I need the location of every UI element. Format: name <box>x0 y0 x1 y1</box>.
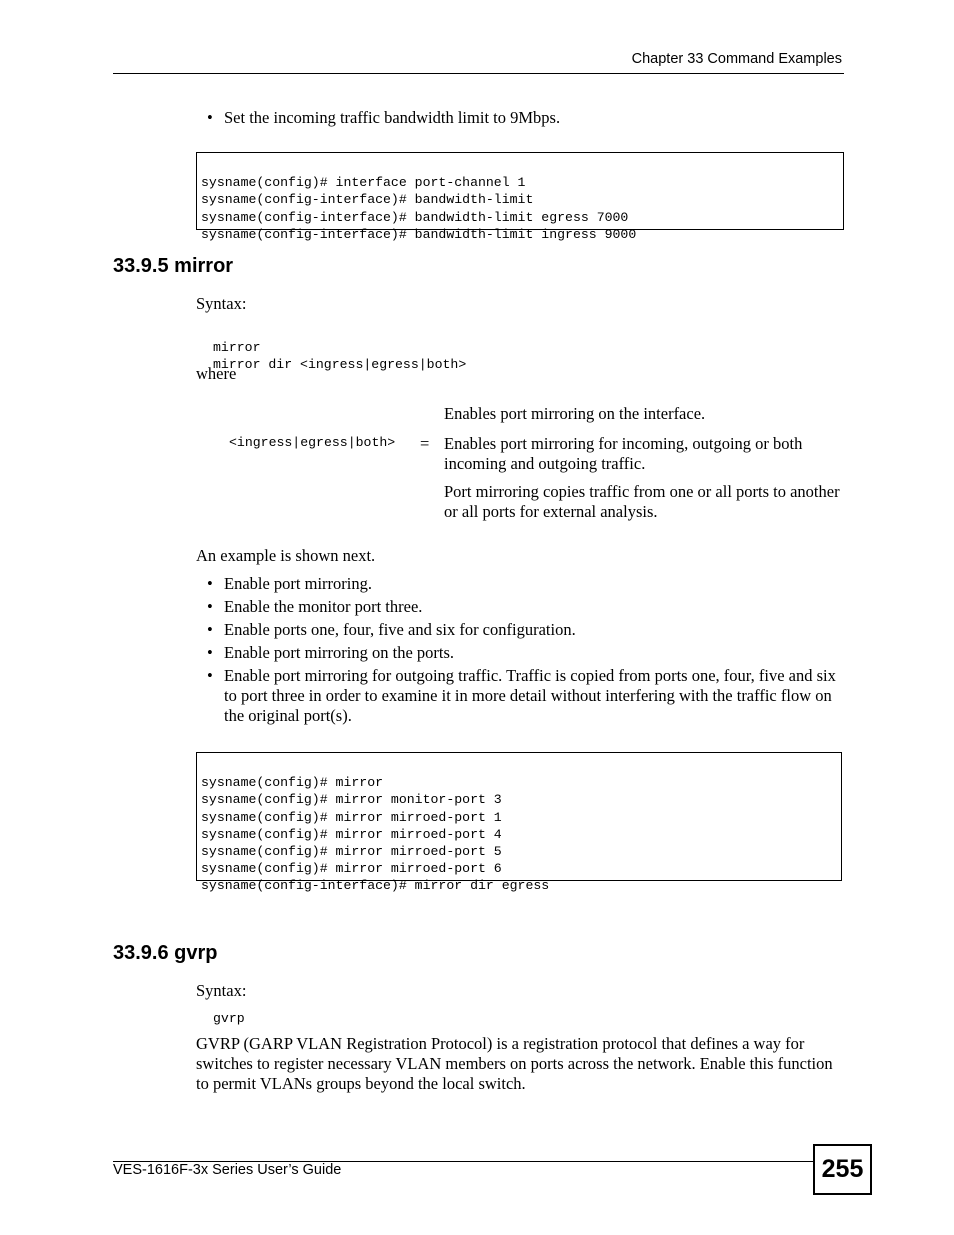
list-item: • Set the incoming traffic bandwidth limit to 9Mbps. <box>196 108 846 128</box>
code-line: sysname(config-interface)# bandwidth-limit <box>201 192 534 208</box>
code-line: sysname(config-interface)# bandwidth-limit ingress 9000 <box>201 226 637 242</box>
mirror-steps-list <box>196 574 846 726</box>
parameter-description: Enables port mirroring for incoming, outgoing or both incoming and outgoing traffic. <box>444 434 803 473</box>
parameter-name: <ingress|egress|both> <box>229 435 396 450</box>
bandwidth-bullet-list <box>196 108 846 128</box>
code-block-mirror <box>196 752 842 894</box>
code-line: sysname(config)# mirror monitor-port 3 <box>201 792 502 808</box>
list-item: • Enable port mirroring on the ports. <box>196 643 846 663</box>
code-line: sysname(config-interface)# bandwidth-limit egress 7000 <box>201 209 629 225</box>
where-label: where <box>196 364 237 383</box>
code-line: sysname(config-interface)# mirror dir egress <box>201 878 550 894</box>
list-item: • Enable ports one, four, five and six for configuration. <box>196 620 846 640</box>
description-enable-mirroring: Enables port mirroring on the interface. <box>444 404 706 423</box>
code-line: sysname(config)# mirror mirroed-port 6 <box>201 861 502 877</box>
equals-sign: = <box>420 434 430 453</box>
code-line: sysname(config)# mirror mirroed-port 5 <box>201 844 502 860</box>
syntax-line: gvrp <box>213 1011 245 1026</box>
example-intro: An example is shown next. <box>196 546 376 565</box>
list-item: • Enable port mirroring for outgoing traffic. Traffic is copied from ports one, four, five and six to port three in order to examine it in more detail without interfering with the traffic flow on the original port(s). <box>196 666 846 726</box>
parameter-description-note: Port mirroring copies traffic from one or all ports to another or all ports for external analysis. <box>444 482 840 521</box>
syntax-line: mirror <box>213 340 261 356</box>
page-number: 255 <box>813 1144 872 1195</box>
code-line: sysname(config)# mirror mirroed-port 1 <box>201 809 502 825</box>
syntax-block-mirror <box>213 322 466 374</box>
syntax-label: Syntax: <box>196 294 247 313</box>
guide-title: VES-1616F-3x Series User’s Guide <box>113 1162 342 1178</box>
code-block-bandwidth <box>196 152 844 242</box>
syntax-label: Syntax: <box>196 981 247 1000</box>
code-line: sysname(config)# interface port-channel 1 <box>201 175 526 191</box>
header-divider <box>113 73 844 74</box>
section-heading-gvrp: 33.9.6 gvrp <box>113 942 218 964</box>
list-item: • Enable the monitor port three. <box>196 597 846 617</box>
syntax-line: mirror dir <ingress|egress|both> <box>213 357 467 373</box>
code-line: sysname(config)# mirror mirroed-port 4 <box>201 826 502 842</box>
section-heading-mirror: 33.9.5 mirror <box>113 255 234 277</box>
code-line: sysname(config)# mirror <box>201 775 384 791</box>
gvrp-description: GVRP (GARP VLAN Registration Protocol) is a registration protocol that defines a way for switches to register necessary VLAN members on ports across the network. Enable this function to permit VLANs groups beyond the local switch. <box>196 1034 833 1093</box>
chapter-title: Chapter 33 Command Examples <box>631 51 842 67</box>
list-item: • Enable port mirroring. <box>196 574 846 594</box>
